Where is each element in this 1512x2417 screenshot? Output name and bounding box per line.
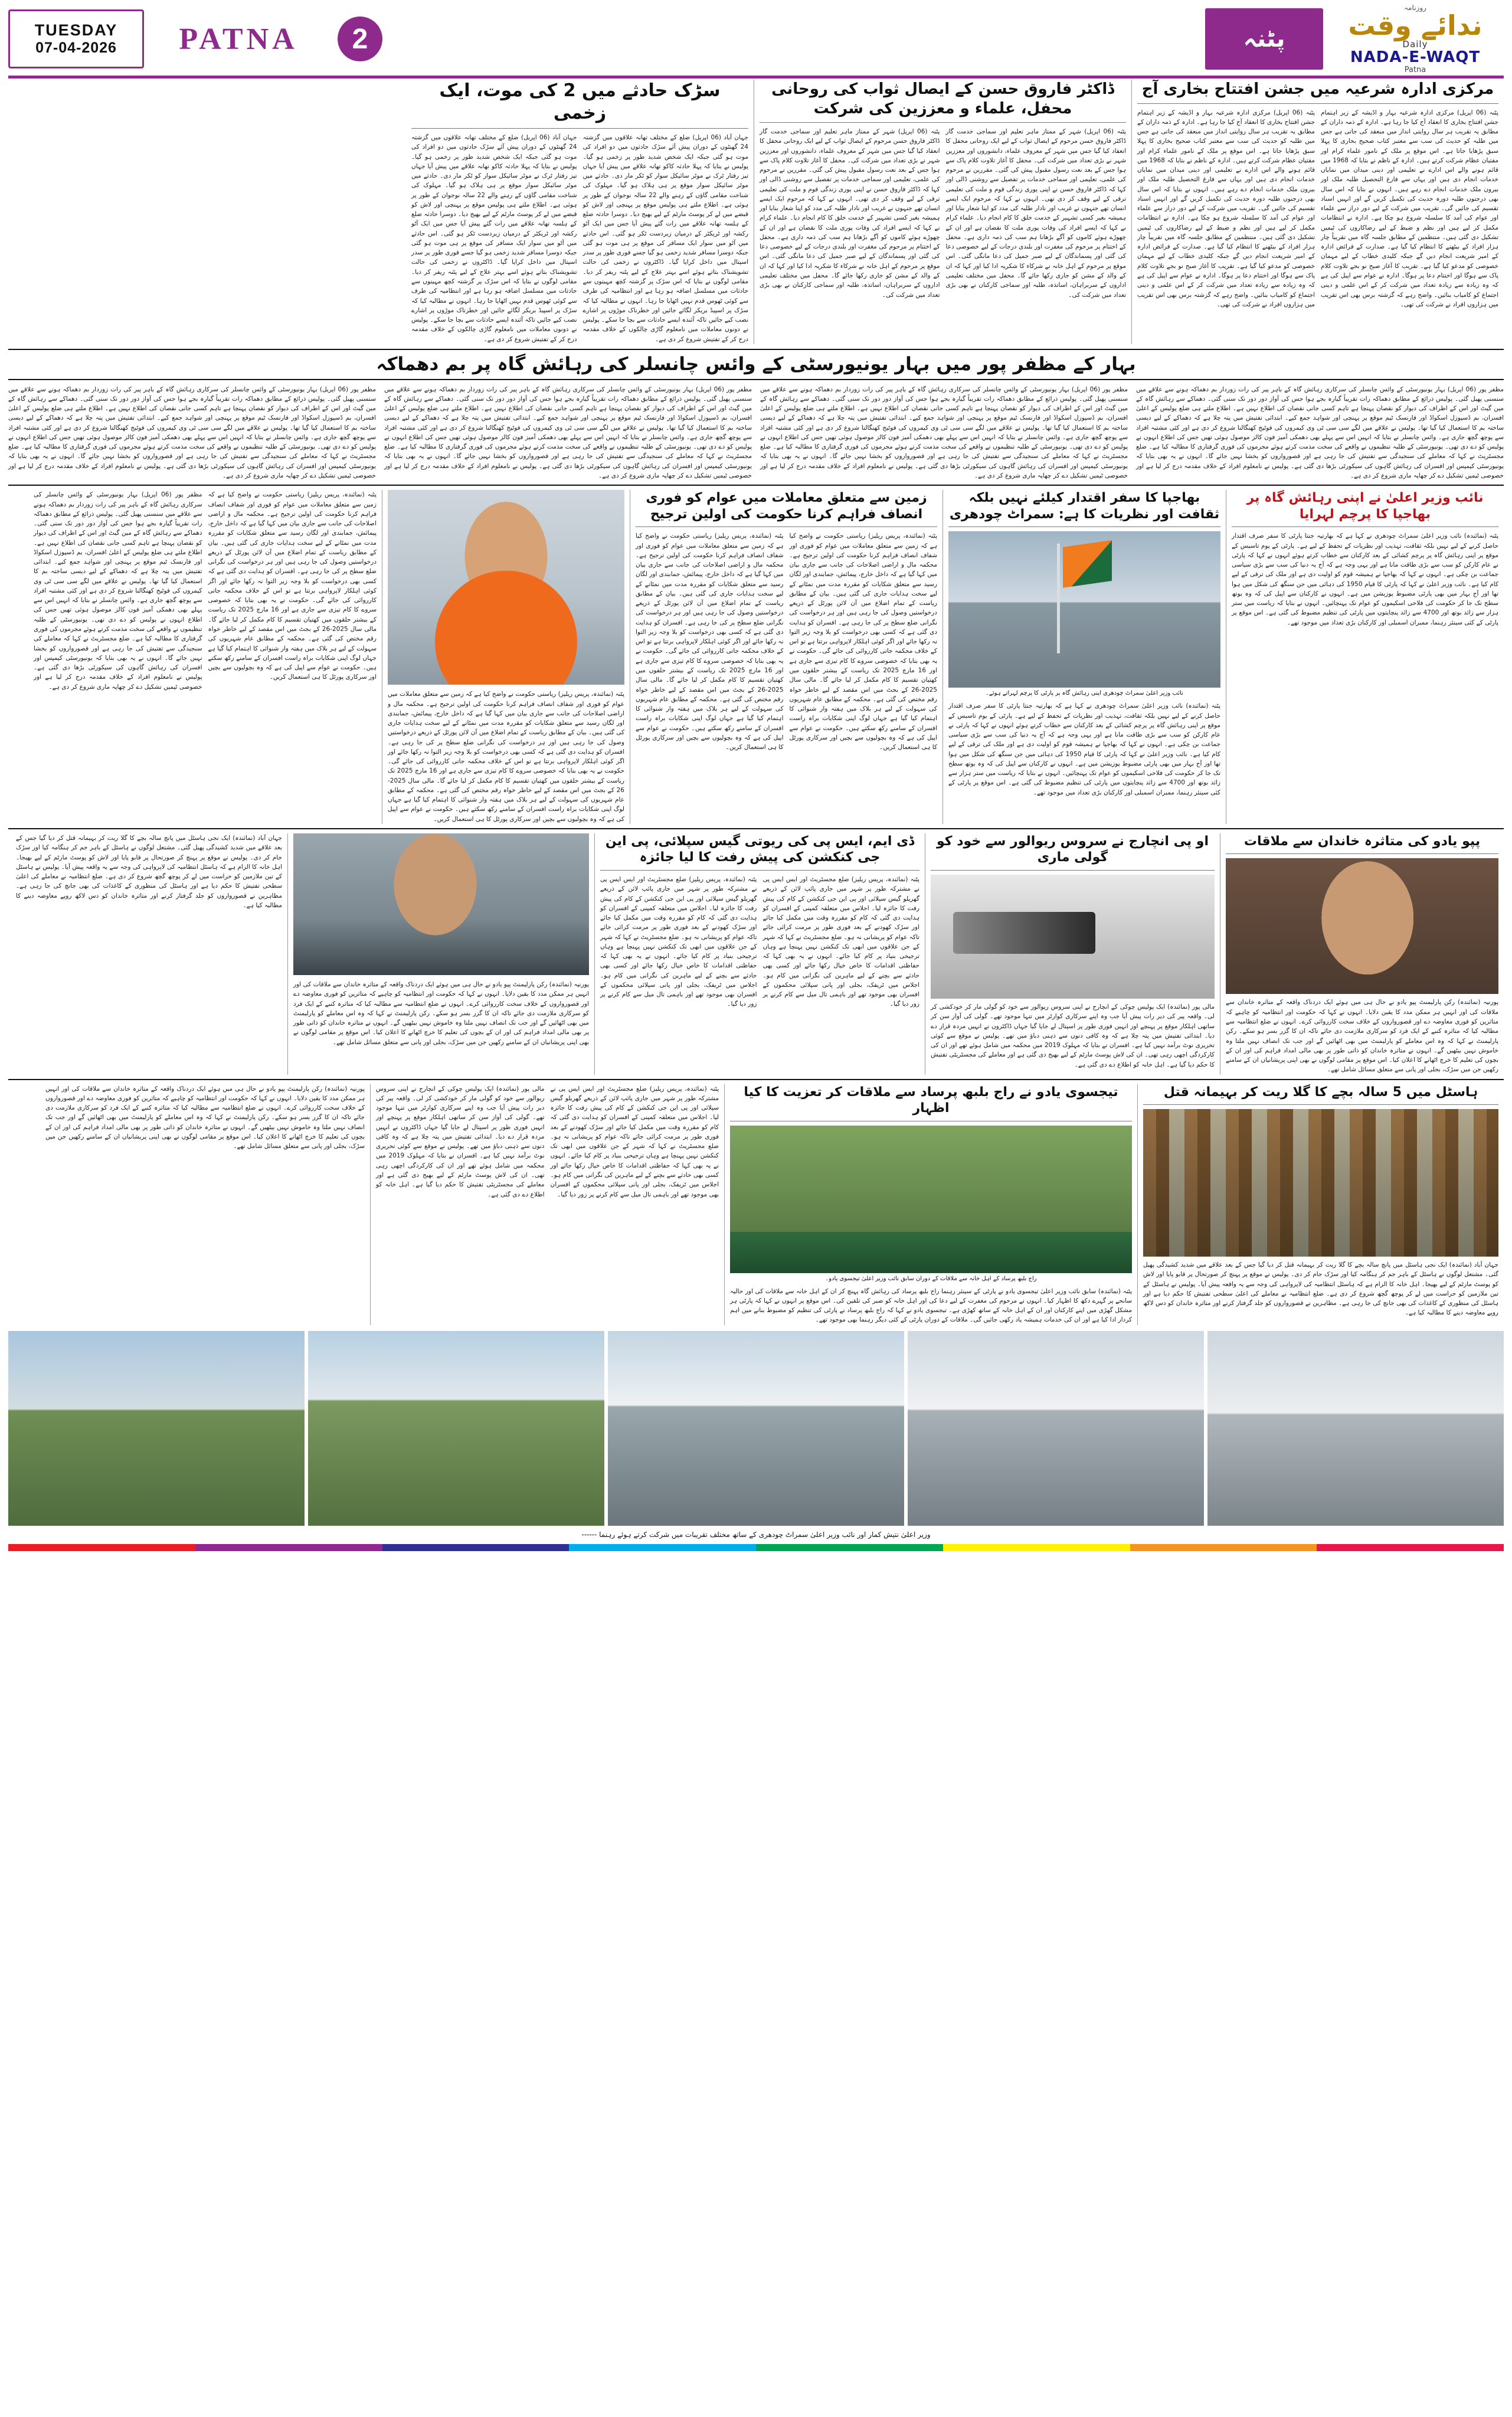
minister-photo-col [382, 490, 630, 824]
body-lower2-b: پٹنہ (نمائندہ، پریس ریلیز) ضلع مجسٹریٹ اور ایس ایس پی نے مشترکہ طور پر شہر میں جاری پائپ لائن کے ذریعے گھریلو گیس سپلائی اور پی این جی کنکشن کے کام کی پیش رفت کا جائزہ لیا۔ اجلاس میں متعلقہ کمپنی کے افسران کو ہدایت دی گئی کہ کام کو مقررہ وقت میں مکمل کیا جائے اور سڑک کھودنے کے بعد فوری طور پر مرمت کرائی جائے تاکہ عوام کو پریشانی نہ ہو۔ ضلع مجسٹریٹ نے کہا کہ شہر کے جن علاقوں میں ابھی تک کنکشن نہیں پہنچا ہے وہاں ترجیحی بنیاد پر کام کیا جائے۔ انہوں نے یہ بھی کہا کہ حفاظتی اقدامات کا خاص خیال رکھا جائے اور کسی بھی حادثے سے بچنے کے لیے ماہرین کی نگرانی میں کام ہو۔ اجلاس میں ٹریفک، بجلی اور پانی سپلائی محکموں کے افسران بھی موجود تھے اور باہمی تال میل سے کام کرنے پر زور دیا گیا۔ [550, 1085, 719, 1198]
headline-bomb-blast: بہار کے مظفر پور میں بہار یونیورسٹی کے وائس چانسلر کی رہائش گاہ پر بم دھماکہ [8, 349, 1504, 380]
masthead-spacer [387, 6, 1202, 72]
newspaper-logo [1327, 3, 1504, 75]
headline-pappu-yadav: پپو یادو کی متاثرہ خاندان سے ملاقات [1243, 833, 1481, 849]
photo-condolence-meeting [730, 1126, 1132, 1273]
body-op-incharge: مالی پور (نمائندہ) ایک پولیس چوکی کے انچارج نے اپنی سروس ریوالور سے خود کو گولی مار کر خودکشی کر لی۔ واقعہ پیر کی دیر رات پیش آیا جب وہ اپنے سرکاری کوارٹر میں تنہا موجود تھے۔ گولی کی آواز سن کر ساتھی اہلکار موقع پر پہنچے اور انہیں فوری طور پر اسپتال لے جایا گیا جہاں ڈاکٹروں نے انہیں مردہ قرار دے دیا۔ ابتدائی تفتیش میں پتہ چلا ہے کہ وہ کافی دنوں سے ذہنی دباؤ میں تھے۔ پولیس نے موقع سے کوئی تحریری نوٹ برآمد نہیں کیا ہے۔ افسران نے بتایا کہ مہلوک 2019 میں محکمہ میں شامل ہوئے تھے اور ان کی کارکردگی اچھی رہی تھی۔ ان کی لاش پوسٹ مارٹم کے لیے بھیج دی گئی ہے اور معاملے کی مجسٹریٹی تفتیش کا حکم دیا گیا ہے۔ اہل خانہ کو اطلاع دے دی گئی ہے۔ [931, 1003, 1215, 1068]
city-name-en: PATNA [179, 22, 298, 56]
masthead [8, 3, 1504, 75]
photo-youth-portrait [293, 833, 589, 975]
city-name-ur: پٹنہ [1205, 8, 1323, 70]
body-tejashwi-condolence: پٹنہ (نمائندہ) سابق نائب وزیر اعلیٰ تیجسوی یادو نے پارٹی کے سینئر رہنما راج بلبھ پرساد کی رہائش گاہ پہنچ کر ان کے اہل خانہ سے ملاقات کی اور حالیہ سانحے پر گہرے دکھ کا اظہار کیا۔ انہوں نے مرحوم کی مغفرت کے لیے دعا کی اور اہل خانہ کو صبر کی تلقین کی۔ اس موقع پر انہوں نے کہا کہ پارٹی ہر مشکل گھڑی میں اپنے کارکنان اور ان کے اہل خانہ کے ساتھ کھڑی ہے۔ تیجسوی یادو نے کہا کہ راج بلبھ پرساد نے پارٹی کی تنظیم کو مضبوط بنانے میں اہم کردار ادا کیا ہے اور ان کی خدمات ہمیشہ یاد رکھی جائیں گی۔ ملاقات کے دوران پارٹی کے کئی دیگر رہنما بھی موجود تھے۔ [730, 1287, 1132, 1324]
headline-samrat-ideology: بھاجپا کا سفر اقتدار کیلئے نہیں بلکہ ثقافت اور نظریات کا ہے: سمراٹ چودھری [949, 490, 1220, 522]
lower-stories-row-2 [8, 1084, 1504, 1325]
photo-rally-1 [8, 1331, 305, 1526]
footer-color-bar [8, 1544, 1504, 1551]
divider-after-bomb [8, 485, 1504, 486]
logo-urdu-title: ندائے وقت [1348, 9, 1482, 41]
photo-protest-crowd [1143, 1109, 1498, 1257]
divider-lower-2 [8, 1079, 1504, 1080]
bottom-photo-strip [8, 1331, 1504, 1526]
body-pappu-yadav: پورنیہ (نمائندہ) رکن پارلیمنٹ پپو یادو نے حال ہی میں ہوئے ایک دردناک واقعہ کے متاثرہ خاندان سے ملاقات کی اور انہیں ہر ممکن مدد کا یقین دلایا۔ انہوں نے کہا کہ حکومت اور انتظامیہ کو چاہیے کہ متاثرین کو فوری معاوضہ دے اور قصورواروں کے خلاف سخت کارروائی کرے۔ انہوں نے ضلع انتظامیہ سے مطالبہ کیا کہ متاثرہ کنبے کے ایک فرد کو سرکاری ملازمت دی جائے تاکہ ان کا گزر بسر ہو سکے۔ رکن پارلیمنٹ نے کہا کہ وہ اس معاملے کو پارلیمنٹ میں بھی اٹھائیں گے اور جب تک انصاف نہیں ملتا وہ خاموش نہیں بیٹھیں گے۔ انہوں نے متاثرہ خاندان کو ذاتی طور پر بھی مالی امداد فراہم کی اور ان کے بچوں کی تعلیم کا خرچ اٹھانے کا اعلان کیا۔ اس موقع پر مقامی لوگوں نے بھی اپنی پریشانیاں ان کے سامنے رکھیں جن میں سڑک، بجلی اور پانی سے متعلق مسائل شامل تھے۔ [1226, 999, 1498, 1074]
lower-overflow-col [11, 833, 288, 1075]
story-pappu-yadav [1220, 833, 1504, 1075]
page-number-badge [333, 6, 387, 72]
body-lower2-c: پورنیہ (نمائندہ) رکن پارلیمنٹ پپو یادو نے حال ہی میں ہوئے ایک دردناک واقعہ کے متاثرہ خاندان سے ملاقات کی اور انہیں ہر ممکن مدد کا یقین دلایا۔ انہوں نے کہا کہ حکومت اور انتظامیہ کو چاہیے کہ متاثرین کو فوری معاوضہ دے اور قصورواروں کے خلاف سخت کارروائی کرے۔ انہوں نے ضلع انتظامیہ سے مطالبہ کیا کہ متاثرہ کنبے کے ایک فرد کو سرکاری ملازمت دی جائے تاکہ ان کا گزر بسر ہو سکے۔ رکن پارلیمنٹ نے کہا کہ وہ اس معاملے کو پارلیمنٹ میں بھی اٹھائیں گے اور جب تک انصاف نہیں ملتا وہ خاموش نہیں بیٹھیں گے۔ انہوں نے متاثرہ خاندان کو ذاتی طور پر بھی مالی امداد فراہم کی اور ان کے بچوں کی تعلیم کا خرچ اٹھانے کا اعلان کیا۔ اس موقع پر مقامی لوگوں نے بھی اپنی پریشانیاں ان کے سامنے رکھیں جن میں سڑک، بجلی اور پانی سے متعلق مسائل شامل تھے۔ [45, 1085, 365, 1150]
headline-faruq-hasan: ڈاکٹر فاروق حسن کے ایصال ثواب کی روحانی محفل، علماء و معززین کی شرکت [771, 80, 1114, 117]
headline-road-accident: سڑک حادثے میں 2 کی موت، ایک زخمی [439, 80, 721, 123]
photo-minister-portrait [388, 490, 624, 685]
headline-land-justice: زمین سے متعلق معاملات میں عوام کو فوری انصاف فراہم کرنا حکومت کی اولین ترجیح [646, 490, 927, 522]
page-number: 2 [338, 17, 382, 61]
body-bomb-blast-a: مظفر پور (06 اپریل) بہار یونیورسٹی کے وائس چانسلر کی سرکاری رہائش گاہ کے باہر پیر کی رات زوردار بم دھماکہ ہونے سے علاقے میں سنسنی پھیل گئی۔ پولیس ذرائع کے مطابق دھماکہ رات تقریباً گیارہ بجے ہوا جس کی آواز دور دور تک سنی گئی۔ دھماکے سے رہائش گاہ کے مین گیٹ اور اس کے اطراف کی دیوار کو نقصان پہنچا ہے تاہم کسی جانی نقصان کی اطلاع نہیں ہے۔ اطلاع ملتے ہی ضلع پولیس کے اعلیٰ افسران، بم ڈسپوزل اسکواڈ اور فارنسک ٹیم موقع پر پہنچی اور شواہد جمع کیے۔ ابتدائی تفتیش میں پتہ چلا ہے کہ دھماکے کے لیے دیسی ساختہ بم کا استعمال کیا گیا تھا۔ پولیس نے علاقے میں لگے سی سی ٹی وی کیمروں کی فوٹیج کھنگالنا شروع کر دی ہے اور کئی مشتبہ افراد سے پوچھ گچھ جاری ہے۔ وائس چانسلر نے بتایا کہ انہیں اس سے پہلے بھی دھمکی آمیز فون کالز موصول ہوئی تھیں جس کی اطلاع انہوں نے پولیس کو دے دی تھی۔ یونیورسٹی کے طلبہ تنظیموں نے واقعے کی سخت مذمت کرتے ہوئے مجرموں کی فوری گرفتاری کا مطالبہ کیا ہے۔ ضلع مجسٹریٹ نے کہا کہ معاملے کی سنجیدگی سے تفتیش کی جا رہی ہے اور قصورواروں کو بخشا نہیں جائے گا۔ انہوں نے یہ بھی بتایا کہ یونیورسٹی کیمپس اور افسران کی رہائش گاہوں کی سیکورٹی بڑھا دی گئی ہے۔ پولیس نے نامعلوم افراد کے خلاف مقدمہ درج کر لیا ہے اور خصوصی ٹیمیں تشکیل دے کر چھاپہ ماری شروع کر دی ہے۔ [384, 385, 752, 479]
story-land-justice-jump [28, 490, 382, 824]
caption-condolence-meeting: راج بلبھ پرساد کے اہل خانہ سے ملاقات کے دوران سابق نائب وزیر اعلیٰ تیجسوی یادو۔ [825, 1275, 1037, 1282]
story-youth-photo-col [288, 833, 595, 1075]
headline-tejashwi-condolence: تیجسوی یادو نے راج بلبھ پرساد سے ملاقات کر تعزیت کا کیا اظہار [744, 1084, 1118, 1116]
photo-rally-3 [608, 1331, 904, 1526]
body-hostel-murder: جہان آباد (نمائندہ) ایک نجی ہاسٹل میں پانچ سالہ بچے کا گلا ریت کر بہیمانہ قتل کر دیا گیا جس کے بعد علاقے میں شدید کشیدگی پھیل گئی۔ مشتعل لوگوں نے ہاسٹل کے باہر جم کر ہنگامہ کیا اور سڑک جام کر دی۔ پولیس نے موقع پر پہنچ کر صورتحال پر قابو پایا اور لاش کو پوسٹ مارٹم کے لیے بھیجا۔ اہل خانہ کا الزام ہے کہ ہاسٹل انتظامیہ کی لاپرواہی کی وجہ سے یہ واقعہ پیش آیا۔ پولیس نے ہاسٹل کے تین ملازمین کو حراست میں لے کر پوچھ گچھ شروع کر دی ہے۔ ضلع انتظامیہ نے معاملے کی اعلیٰ سطحی تفتیش کا حکم دیا ہے اور ہاسٹل کی منظوری کے کاغذات کی بھی جانچ کی جا رہی ہے۔ مظاہرین نے قصورواروں کو جلد گرفتار کرنے اور متاثرہ خاندان کو دس لاکھ روپے معاوضہ دینے کا مطالبہ کیا ہے۔ [1143, 1261, 1498, 1317]
photo-rally-4 [908, 1331, 1204, 1526]
body-land-jump-b: پٹنہ (نمائندہ، پریس ریلیز) ریاستی حکومت نے واضح کیا ہے کہ زمین سے متعلق معاملات میں عوام کو فوری اور شفاف انصاف فراہم کرنا حکومت کی اولین ترجیح ہے۔ محکمہ مال و اراضی اصلاحات کی جانب سے جاری بیان میں کہا گیا ہے کہ داخل خارج، پیمائش، جمابندی اور لگان رسید سے متعلق شکایات کو مقررہ مدت میں نمٹانے کے لیے سخت ہدایات جاری کی گئی ہیں۔ بیان کے مطابق ریاست کے تمام اضلاع میں آن لائن پورٹل کے ذریعے درخواستیں وصول کی جا رہی ہیں اور ہر درخواست کی نگرانی ضلع سطح پر کی جا رہی ہے۔ افسران کو ہدایت دی گئی ہے کہ کسی بھی درخواست کو بلا وجہ زیر التوا نہ رکھا جائے اور اگر کوئی اہلکار لاپرواہی برتتا ہے تو اس کے خلاف محکمہ جاتی کارروائی کی جائے گی۔ حکومت نے یہ بھی بتایا کہ خصوصی سروے کا کام تیزی سے جاری ہے اور 16 مارچ 2025 تک ریاست کے بیشتر حلقوں میں کھتیان تقسیم کا کام مکمل کر لیا جائے گا۔ مالی سال 2025-26 کے بجٹ میں اس مقصد کے لیے خاطر خواہ رقم مختص کی گئی ہے۔ محکمہ کے مطابق عام شہریوں کی سہولت کے لیے ہر بلاک میں ہفتہ وار شنوائی کا اہتمام کیا گیا ہے جہاں لوگ اپنی شکایات براہ راست افسران کے سامنے رکھ سکتے ہیں۔ حکومت نے عوام سے اپیل کی ہے کہ وہ بچولیوں سے بچیں اور سرکاری پورٹل کا ہی استعمال کریں۔ [208, 491, 377, 681]
body-markazi-idara-b: پٹنہ (06 اپریل) مرکزی ادارہ شرعیہ بہار و اڈیشہ کے زیر اہتمام جشن افتتاح بخاری کا انعقاد آج کیا جا رہا ہے۔ ادارہ کے ذمہ داران کے مطابق یہ تقریب ہر سال روایتی انداز میں منعقد کی جاتی ہے جس میں طلبہ کو حدیث کی سب سے معتبر کتاب صحیح بخاری کا پہلا سبق پڑھایا جاتا ہے۔ اس موقع پر ملک کے نامور علماء کرام اور مفتیان عظام شرکت کرتے ہیں۔ ادارہ کے ناظم نے بتایا کہ 1968 میں قائم ہونے والے اس ادارے نے تعلیمی اور دینی میدان میں نمایاں خدمات انجام دی ہیں اور یہاں سے فارغ التحصیل طلبہ ملک اور بیرون ملک خدمات انجام دے رہے ہیں۔ انہوں نے بتایا کہ اس سال بھی درجنوں طلبہ دورہ حدیث کی تکمیل کریں گے اور انہیں اسناد تقسیم کی جائیں گی۔ تقریب میں شرکت کے لیے دور دراز سے علماء اور عوام کی آمد کا سلسلہ شروع ہو چکا ہے۔ ادارہ نے انتظامات مکمل کر لیے ہیں اور نظم و ضبط کے لیے رضاکاروں کی ٹیمیں تشکیل دی گئی ہیں۔ منتظمین کے مطابق جلسہ گاہ میں تقریباً چار ہزار افراد کے بیٹھنے کا انتظام کیا گیا ہے۔ صدارت کے فرائض ادارہ کے امیر شریعت انجام دیں گے جبکہ کلیدی خطاب کے لیے مہمان خصوصی کو مدعو کیا گیا ہے۔ تقریب کا آغاز صبح نو بجے تلاوت کلام پاک سے ہوگا اور اختتام دعا پر ہوگا۔ ادارہ نے عوام سے اپیل کی ہے کہ وہ زیادہ سے زیادہ تعداد میں شرکت کر کے اس علمی و دینی اجتماع کو کامیاب بنائیں۔ واضح رہے کہ گزشتہ برس بھی اس تقریب میں ہزاروں افراد نے شرکت کی تھی۔ [1321, 109, 1498, 308]
masthead-rule [8, 76, 1504, 79]
logo-roznama: روزنامہ [1404, 3, 1426, 12]
top-stories-row [8, 80, 1504, 344]
lower2-overflow-b [40, 1084, 371, 1325]
caption-bottom-strip: وزیر اعلیٰ نتیش کمار اور نائب وزیر اعلیٰ سمراٹ چودھری کے ساتھ مختلف تقریبات میں شرکت کرتے ہوئے رہنما ------ [581, 1530, 931, 1539]
story-tejashwi-condolence [725, 1084, 1138, 1325]
story-road-accident [406, 80, 754, 344]
photo-flag-hoisting [948, 531, 1220, 688]
caption-flag-hoisting: نائب وزیر اعلیٰ سمراٹ چودھری اپنی رہائش گاہ پر پارٹی کا پرچم لہراتے ہوئے۔ [986, 690, 1183, 697]
headline-hostel-murder: ہاسٹل میں 5 سالہ بچے کا گلا ریت کر بہیمانہ قتل [1163, 1084, 1478, 1100]
divider-after-mid [8, 828, 1504, 829]
story-bjp-flag [1226, 490, 1504, 824]
date-label: 07-04-2026 [35, 40, 117, 56]
story-markazi-idara [1132, 80, 1504, 344]
photo-revolver [931, 875, 1215, 999]
body-bjp-flag: پٹنہ (نمائندہ) نائب وزیر اعلیٰ سمراٹ چودھری نے کہا ہے کہ بھارتیہ جنتا پارٹی کا سفر صرف اقتدار حاصل کرنے کے لیے نہیں بلکہ ثقافت، تہذیب اور نظریات کے تحفظ کے لیے ہے۔ پارٹی کے یوم تاسیس کے موقع پر اپنی رہائش گاہ پر پرچم کشائی کے بعد کارکنان سے خطاب کرتے ہوئے انہوں نے کہا کہ پارٹی نے عام کارکن کو سب سے بڑی طاقت مانا ہے اور یہی وجہ ہے کہ آج یہ دنیا کی سب سے بڑی سیاسی جماعت بن چکی ہے۔ انہوں نے کہا کہ بھاجپا نے ہمیشہ قوم کو اولیت دی ہے اور ملک کی ترقی کے لیے کام کیا ہے۔ نائب وزیر اعلیٰ نے کہا کہ پارٹی کا قیام 1950 کی دہائی میں جن سنگھ کی شکل میں ہوا تھا اور آج بہار میں بھی پارٹی مضبوط پوزیشن میں ہے۔ انہوں نے کارکنان سے اپیل کی کہ وہ بوتھ سطح تک جا کر حکومت کی فلاحی اسکیموں کو عوام تک پہنچائیں۔ انہوں نے بتایا کہ ریاست میں ستر ہزار سے زائد بوتھ اور 4700 سے زائد پنچایتوں میں پارٹی کی تنظیم مضبوط کی گئی ہے۔ اس موقع پر پارٹی کے کئی سینئر رہنما، ممبران اسمبلی اور کارکنان بڑی تعداد میں موجود تھے۔ [1232, 532, 1498, 626]
body-faruq-hasan-a: پٹنہ (06 اپریل) شہر کے ممتاز ماہر تعلیم اور سماجی خدمت گار ڈاکٹر فاروق حسن مرحوم کے ایصال ثواب کے لیے ایک روحانی محفل کا انعقاد کیا گیا جس میں شہر کے معروف علماء، دانشوروں اور معززین شہر نے بڑی تعداد میں شرکت کی۔ محفل کا آغاز تلاوت کلام پاک سے ہوا جس کے بعد نعت رسول مقبول پیش کی گئی۔ مقررین نے مرحوم کی علمی، تعلیمی اور سماجی خدمات پر تفصیل سے روشنی ڈالی اور کہا کہ ڈاکٹر فاروق حسن نے اپنی پوری زندگی قوم و ملت کی تعلیمی ترقی کے لیے وقف کر دی تھی۔ انہوں نے کہا کہ مرحوم ایک ایسے انسان تھے جنہوں نے غریب اور نادار طلبہ کی مدد کو اپنا شعار بنایا اور ہمیشہ بغیر کسی تشہیر کے خدمت خلق کا کام انجام دیا۔ علماء کرام نے کہا کہ ایسے افراد کی وفات پوری ملت کا نقصان ہے اور ان کے چھوڑے ہوئے کاموں کو آگے بڑھانا ہم سب کی ذمہ داری ہے۔ محفل کے اختتام پر مرحوم کی مغفرت اور بلندی درجات کے لیے خصوصی دعا کی گئی اور پسماندگان کے لیے صبر جمیل کی دعا مانگی گئی۔ اس موقع پر مرحوم کے اہل خانہ نے شرکاء کا شکریہ ادا کیا اور کہا کہ ان کے والد کے مشن کو جاری رکھا جائے گا۔ محفل میں مختلف تعلیمی اداروں کے سربراہان، اساتذہ، طلبہ اور سماجی کارکنان نے بھی بڑی تعداد میں شرکت کی۔ [760, 128, 940, 299]
body-road-accident-b: جہان آباد (06 اپریل) ضلع کے مختلف تھانہ علاقوں میں گزشتہ 24 گھنٹوں کے دوران پیش آئے سڑک حادثوں میں دو افراد کی موت ہو گئی جبکہ ایک شخص شدید طور پر زخمی ہو گیا۔ پولیس نے بتایا کہ پہلا حادثہ کاکو تھانہ علاقے میں پیش آیا جہاں تیز رفتار ٹرک نے موٹر سائیکل سوار کو ٹکر مار دی۔ حادثے میں موٹر سائیکل سوار موقع پر ہی ہلاک ہو گیا۔ مہلوک کی شناخت مقامی گاؤں کے رہنے والے 22 سالہ نوجوان کے طور پر ہوئی ہے۔ اطلاع ملتے ہی پولیس موقع پر پہنچی اور لاش کو قبضے میں لے کر پوسٹ مارٹم کے لیے بھیج دیا۔ دوسرا حادثہ ضلع کے ہلسہ تھانہ علاقے میں رات گئے پیش آیا جس میں ایک آٹو رکشہ اور ٹریکٹر کے درمیان زبردست ٹکر ہو گئی۔ اس حادثے میں آٹو میں سوار ایک مسافر کی موقع پر ہی موت ہو گئی جبکہ دوسرا مسافر شدید زخمی ہو گیا جسے فوری طور پر سدر اسپتال میں داخل کرایا گیا۔ ڈاکٹروں نے زخمی کی حالت تشویشناک بتاتے ہوئے اسے بہتر علاج کے لیے پٹنہ ریفر کر دیا۔ مقامی لوگوں نے بتایا کہ اس سڑک پر گزشتہ کچھ مہینوں سے حادثات میں مسلسل اضافہ ہو رہا ہے اور انتظامیہ کی طرف سے کوئی ٹھوس قدم نہیں اٹھایا جا رہا۔ انہوں نے مطالبہ کیا کہ سڑک پر اسپیڈ بریکر لگائے جائیں اور خطرناک موڑوں پر اشارے نصب کیے جائیں تاکہ آئندہ ایسے حادثات سے بچا جا سکے۔ پولیس نے دونوں معاملات میں نامعلوم گاڑی چالکوں کے خلاف مقدمہ درج کر کے تفتیش شروع کر دی ہے۔ [582, 134, 748, 343]
logo-city-label: Patna [1404, 66, 1426, 75]
body-minister-extra: پٹنہ (نمائندہ، پریس ریلیز) ریاستی حکومت نے واضح کیا ہے کہ زمین سے متعلق معاملات میں عوام کو فوری اور شفاف انصاف فراہم کرنا حکومت کی اولین ترجیح ہے۔ محکمہ مال و اراضی اصلاحات کی جانب سے جاری بیان میں کہا گیا ہے کہ داخل خارج، پیمائش، جمابندی اور لگان رسید سے متعلق شکایات کو مقررہ مدت میں نمٹانے کے لیے سخت ہدایات جاری کی گئی ہیں۔ بیان کے مطابق ریاست کے تمام اضلاع میں آن لائن پورٹل کے ذریعے درخواستیں وصول کی جا رہی ہیں اور ہر درخواست کی نگرانی ضلع سطح پر کی جا رہی ہے۔ افسران کو ہدایت دی گئی ہے کہ کسی بھی درخواست کو بلا وجہ زیر التوا نہ رکھا جائے اور اگر کوئی اہلکار لاپرواہی برتتا ہے تو اس کے خلاف محکمہ جاتی کارروائی کی جائے گی۔ حکومت نے یہ بھی بتایا کہ خصوصی سروے کا کام تیزی سے جاری ہے اور 16 مارچ 2025 تک ریاست کے بیشتر حلقوں میں کھتیان تقسیم کا کام مکمل کر لیا جائے گا۔ مالی سال 2025-26 کے بجٹ میں اس مقصد کے لیے خاطر خواہ رقم مختص کی گئی ہے۔ محکمہ کے مطابق عام شہریوں کی سہولت کے لیے ہر بلاک میں ہفتہ وار شنوائی کا اہتمام کیا گیا ہے جہاں لوگ اپنی شکایات براہ راست افسران کے سامنے رکھ سکتے ہیں۔ حکومت نے عوام سے اپیل کی ہے کہ وہ بچولیوں سے بچیں اور سرکاری پورٹل کا ہی استعمال کریں۔ [388, 691, 624, 823]
body-dm-sp-gas-a: پٹنہ (نمائندہ، پریس ریلیز) ضلع مجسٹریٹ اور ایس ایس پی نے مشترکہ طور پر شہر میں جاری پائپ لائن کے ذریعے گھریلو گیس سپلائی اور پی این جی کنکشن کے کام کی پیش رفت کا جائزہ لیا۔ اجلاس میں متعلقہ کمپنی کے افسران کو ہدایت دی گئی کہ کام کو مقررہ وقت میں مکمل کیا جائے اور سڑک کھودنے کے بعد فوری طور پر مرمت کرائی جائے تاکہ عوام کو پریشانی نہ ہو۔ ضلع مجسٹریٹ نے کہا کہ شہر کے جن علاقوں میں ابھی تک کنکشن نہیں پہنچا ہے وہاں ترجیحی بنیاد پر کام کیا جائے۔ انہوں نے یہ بھی کہا کہ حفاظتی اقدامات کا خاص خیال رکھا جائے اور کسی بھی حادثے سے بچنے کے لیے ماہرین کی نگرانی میں کام ہو۔ اجلاس میں ٹریفک، بجلی اور پانی سپلائی محکموں کے افسران بھی موجود تھے اور باہمی تال میل سے کام کرنے پر زور دیا گیا۔ [600, 875, 757, 1008]
day-label: TUESDAY [34, 21, 118, 39]
body-bomb-blast-c: مظفر پور (06 اپریل) بہار یونیورسٹی کے وائس چانسلر کی سرکاری رہائش گاہ کے باہر پیر کی رات زوردار بم دھماکہ ہونے سے علاقے میں سنسنی پھیل گئی۔ پولیس ذرائع کے مطابق دھماکہ رات تقریباً گیارہ بجے ہوا جس کی آواز دور دور تک سنی گئی۔ دھماکے سے رہائش گاہ کے مین گیٹ اور اس کے اطراف کی دیوار کو نقصان پہنچا ہے تاہم کسی جانی نقصان کی اطلاع نہیں ہے۔ اطلاع ملتے ہی ضلع پولیس کے اعلیٰ افسران، بم ڈسپوزل اسکواڈ اور فارنسک ٹیم موقع پر پہنچی اور شواہد جمع کیے۔ ابتدائی تفتیش میں پتہ چلا ہے کہ دھماکے کے لیے دیسی ساختہ بم کا استعمال کیا گیا تھا۔ پولیس نے علاقے میں لگے سی سی ٹی وی کیمروں کی فوٹیج کھنگالنا شروع کر دی ہے اور کئی مشتبہ افراد سے پوچھ گچھ جاری ہے۔ وائس چانسلر نے بتایا کہ انہیں اس سے پہلے بھی دھمکی آمیز فون کالز موصول ہوئی تھیں جس کی اطلاع انہوں نے پولیس کو دے دی تھی۔ یونیورسٹی کے طلبہ تنظیموں نے واقعے کی سخت مذمت کرتے ہوئے مجرموں کی فوری گرفتاری کا مطالبہ کیا ہے۔ ضلع مجسٹریٹ نے کہا کہ معاملے کی سنجیدگی سے تفتیش کی جا رہی ہے اور قصورواروں کو بخشا نہیں جائے گا۔ انہوں نے یہ بھی بتایا کہ یونیورسٹی کیمپس اور افسران کی رہائش گاہوں کی سیکورٹی بڑھا دی گئی ہے۔ پولیس نے نامعلوم افراد کے خلاف مقدمہ درج کر لیا ہے اور خصوصی ٹیمیں تشکیل دے کر چھاپہ ماری شروع کر دی ہے۔ [1136, 385, 1504, 479]
story-samrat-photo-col [943, 490, 1226, 824]
body-bomb-blast-d: مظفر پور (06 اپریل) بہار یونیورسٹی کے وائس چانسلر کی سرکاری رہائش گاہ کے باہر پیر کی رات زوردار بم دھماکہ ہونے سے علاقے میں سنسنی پھیل گئی۔ پولیس ذرائع کے مطابق دھماکہ رات تقریباً گیارہ بجے ہوا جس کی آواز دور دور تک سنی گئی۔ دھماکے سے رہائش گاہ کے مین گیٹ اور اس کے اطراف کی دیوار کو نقصان پہنچا ہے تاہم کسی جانی نقصان کی اطلاع نہیں ہے۔ اطلاع ملتے ہی ضلع پولیس کے اعلیٰ افسران، بم ڈسپوزل اسکواڈ اور فارنسک ٹیم موقع پر پہنچی اور شواہد جمع کیے۔ ابتدائی تفتیش میں پتہ چلا ہے کہ دھماکے کے لیے دیسی ساختہ بم کا استعمال کیا گیا تھا۔ پولیس نے علاقے میں لگے سی سی ٹی وی کیمروں کی فوٹیج کھنگالنا شروع کر دی ہے اور کئی مشتبہ افراد سے پوچھ گچھ جاری ہے۔ وائس چانسلر نے بتایا کہ انہیں اس سے پہلے بھی دھمکی آمیز فون کالز موصول ہوئی تھیں جس کی اطلاع انہوں نے پولیس کو دے دی تھی۔ یونیورسٹی کے طلبہ تنظیموں نے واقعے کی سخت مذمت کرتے ہوئے مجرموں کی فوری گرفتاری کا مطالبہ کیا ہے۔ ضلع مجسٹریٹ نے کہا کہ معاملے کی سنجیدگی سے تفتیش کی جا رہی ہے اور قصورواروں کو بخشا نہیں جائے گا۔ انہوں نے یہ بھی بتایا کہ یونیورسٹی کیمپس اور افسران کی رہائش گاہوں کی سیکورٹی بڑھا دی گئی ہے۔ پولیس نے نامعلوم افراد کے خلاف مقدمہ درج کر لیا ہے اور خصوصی ٹیمیں تشکیل دے کر چھاپہ ماری شروع کر دی ہے۔ [8, 385, 376, 479]
body-land-justice-a: پٹنہ (نمائندہ، پریس ریلیز) ریاستی حکومت نے واضح کیا ہے کہ زمین سے متعلق معاملات میں عوام کو فوری اور شفاف انصاف فراہم کرنا حکومت کی اولین ترجیح ہے۔ محکمہ مال و اراضی اصلاحات کی جانب سے جاری بیان میں کہا گیا ہے کہ داخل خارج، پیمائش، جمابندی اور لگان رسید سے متعلق شکایات کو مقررہ مدت میں نمٹانے کے لیے سخت ہدایات جاری کی گئی ہیں۔ بیان کے مطابق ریاست کے تمام اضلاع میں آن لائن پورٹل کے ذریعے درخواستیں وصول کی جا رہی ہیں اور ہر درخواست کی نگرانی ضلع سطح پر کی جا رہی ہے۔ افسران کو ہدایت دی گئی ہے کہ کسی بھی درخواست کو بلا وجہ زیر التوا نہ رکھا جائے اور اگر کوئی اہلکار لاپرواہی برتتا ہے تو اس کے خلاف محکمہ جاتی کارروائی کی جائے گی۔ حکومت نے یہ بھی بتایا کہ خصوصی سروے کا کام تیزی سے جاری ہے اور 16 مارچ 2025 تک ریاست کے بیشتر حلقوں میں کھتیان تقسیم کا کام مکمل کر لیا جائے گا۔ مالی سال 2025-26 کے بجٹ میں اس مقصد کے لیے خاطر خواہ رقم مختص کی گئی ہے۔ محکمہ کے مطابق عام شہریوں کی سہولت کے لیے ہر بلاک میں ہفتہ وار شنوائی کا اہتمام کیا گیا ہے جہاں لوگ اپنی شکایات براہ راست افسران کے سامنے رکھ سکتے ہیں۔ حکومت نے عوام سے اپیل کی ہے کہ وہ بچولیوں سے بچیں اور سرکاری پورٹل کا ہی استعمال کریں۔ [636, 532, 784, 751]
headline-op-incharge: او پی انچارج نے سروس ریوالور سے خود کو گولی ماری [937, 833, 1209, 865]
logo-daily-label: Daily [1402, 38, 1428, 50]
body-bomb-blast-b: مظفر پور (06 اپریل) بہار یونیورسٹی کے وائس چانسلر کی سرکاری رہائش گاہ کے باہر پیر کی رات زوردار بم دھماکہ ہونے سے علاقے میں سنسنی پھیل گئی۔ پولیس ذرائع کے مطابق دھماکہ رات تقریباً گیارہ بجے ہوا جس کی آواز دور دور تک سنی گئی۔ دھماکے سے رہائش گاہ کے مین گیٹ اور اس کے اطراف کی دیوار کو نقصان پہنچا ہے تاہم کسی جانی نقصان کی اطلاع نہیں ہے۔ اطلاع ملتے ہی ضلع پولیس کے اعلیٰ افسران، بم ڈسپوزل اسکواڈ اور فارنسک ٹیم موقع پر پہنچی اور شواہد جمع کیے۔ ابتدائی تفتیش میں پتہ چلا ہے کہ دھماکے کے لیے دیسی ساختہ بم کا استعمال کیا گیا تھا۔ پولیس نے علاقے میں لگے سی سی ٹی وی کیمروں کی فوٹیج کھنگالنا شروع کر دی ہے اور کئی مشتبہ افراد سے پوچھ گچھ جاری ہے۔ وائس چانسلر نے بتایا کہ انہیں اس سے پہلے بھی دھمکی آمیز فون کالز موصول ہوئی تھیں جس کی اطلاع انہوں نے پولیس کو دے دی تھی۔ یونیورسٹی کے طلبہ تنظیموں نے واقعے کی سخت مذمت کرتے ہوئے مجرموں کی فوری گرفتاری کا مطالبہ کیا ہے۔ ضلع مجسٹریٹ نے کہا کہ معاملے کی سنجیدگی سے تفتیش کی جا رہی ہے اور قصورواروں کو بخشا نہیں جائے گا۔ انہوں نے یہ بھی بتایا کہ یونیورسٹی کیمپس اور افسران کی رہائش گاہوں کی سیکورٹی بڑھا دی گئی ہے۔ پولیس نے نامعلوم افراد کے خلاف مقدمہ درج کر لیا ہے اور خصوصی ٹیمیں تشکیل دے کر چھاپہ ماری شروع کر دی ہے۔ [760, 385, 1128, 479]
body-bomb-blast-row [8, 385, 1504, 481]
lower-stories-row [8, 833, 1504, 1075]
story-op-incharge [925, 833, 1220, 1075]
body-markazi-idara-a: پٹنہ (06 اپریل) مرکزی ادارہ شرعیہ بہار و اڈیشہ کے زیر اہتمام جشن افتتاح بخاری کا انعقاد آج کیا جا رہا ہے۔ ادارہ کے ذمہ داران کے مطابق یہ تقریب ہر سال روایتی انداز میں منعقد کی جاتی ہے جس میں طلبہ کو حدیث کی سب سے معتبر کتاب صحیح بخاری کا پہلا سبق پڑھایا جاتا ہے۔ اس موقع پر ملک کے نامور علماء کرام اور مفتیان عظام شرکت کرتے ہیں۔ ادارہ کے ناظم نے بتایا کہ 1968 میں قائم ہونے والے اس ادارے نے تعلیمی اور دینی میدان میں نمایاں خدمات انجام دی ہیں اور یہاں سے فارغ التحصیل طلبہ ملک اور بیرون ملک خدمات انجام دے رہے ہیں۔ انہوں نے بتایا کہ اس سال بھی درجنوں طلبہ دورہ حدیث کی تکمیل کریں گے اور انہیں اسناد تقسیم کی جائیں گی۔ تقریب میں شرکت کے لیے دور دراز سے علماء اور عوام کی آمد کا سلسلہ شروع ہو چکا ہے۔ ادارہ نے انتظامات مکمل کر لیے ہیں اور نظم و ضبط کے لیے رضاکاروں کی ٹیمیں تشکیل دی گئی ہیں۔ منتظمین کے مطابق جلسہ گاہ میں تقریباً چار ہزار افراد کے بیٹھنے کا انتظام کیا گیا ہے۔ صدارت کے فرائض ادارہ کے امیر شریعت انجام دیں گے جبکہ کلیدی خطاب کے لیے مہمان خصوصی کو مدعو کیا گیا ہے۔ تقریب کا آغاز صبح نو بجے تلاوت کلام پاک سے ہوگا اور اختتام دعا پر ہوگا۔ ادارہ نے عوام سے اپیل کی ہے کہ وہ زیادہ سے زیادہ تعداد میں شرکت کر کے اس علمی و دینی اجتماع کو کامیاب بنائیں۔ واضح رہے کہ گزشتہ برس بھی اس تقریب میں ہزاروں افراد نے شرکت کی تھی۔ [1137, 109, 1315, 308]
story-land-justice-text [630, 490, 943, 824]
story-faruq-hasan [754, 80, 1132, 344]
body-land-jump-a: مظفر پور (06 اپریل) بہار یونیورسٹی کے وائس چانسلر کی سرکاری رہائش گاہ کے باہر پیر کی رات زوردار بم دھماکہ ہونے سے علاقے میں سنسنی پھیل گئی۔ پولیس ذرائع کے مطابق دھماکہ رات تقریباً گیارہ بجے ہوا جس کی آواز دور دور تک سنی گئی۔ دھماکے سے رہائش گاہ کے مین گیٹ اور اس کے اطراف کی دیوار کو نقصان پہنچا ہے تاہم کسی جانی نقصان کی اطلاع نہیں ہے۔ اطلاع ملتے ہی ضلع پولیس کے اعلیٰ افسران، بم ڈسپوزل اسکواڈ اور فارنسک ٹیم موقع پر پہنچی اور شواہد جمع کیے۔ ابتدائی تفتیش میں پتہ چلا ہے کہ دھماکے کے لیے دیسی ساختہ بم کا استعمال کیا گیا تھا۔ پولیس نے علاقے میں لگے سی سی ٹی وی کیمروں کی فوٹیج کھنگالنا شروع کر دی ہے اور کئی مشتبہ افراد سے پوچھ گچھ جاری ہے۔ وائس چانسلر نے بتایا کہ انہیں اس سے پہلے بھی دھمکی آمیز فون کالز موصول ہوئی تھیں جس کی اطلاع انہوں نے پولیس کو دے دی تھی۔ یونیورسٹی کے طلبہ تنظیموں نے واقعے کی سخت مذمت کرتے ہوئے مجرموں کی فوری گرفتاری کا مطالبہ کیا ہے۔ ضلع مجسٹریٹ نے کہا کہ معاملے کی سنجیدگی سے تفتیش کی جا رہی ہے اور قصورواروں کو بخشا نہیں جائے گا۔ انہوں نے یہ بھی بتایا کہ یونیورسٹی کیمپس اور افسران کی رہائش گاہوں کی سیکورٹی بڑھا دی گئی ہے۔ پولیس نے نامعلوم افراد کے خلاف مقدمہ درج کر لیا ہے اور خصوصی ٹیمیں تشکیل دے کر چھاپہ ماری شروع کر دی ہے۔ [34, 491, 202, 691]
lower2-overflow-a [371, 1084, 725, 1325]
photo-rally-2 [308, 1331, 604, 1526]
story-dm-sp-gas [595, 833, 925, 1075]
body-samrat-ideology: پٹنہ (نمائندہ) نائب وزیر اعلیٰ سمراٹ چودھری نے کہا ہے کہ بھارتیہ جنتا پارٹی کا سفر صرف اقتدار حاصل کرنے کے لیے نہیں بلکہ ثقافت، تہذیب اور نظریات کے تحفظ کے لیے ہے۔ پارٹی کے یوم تاسیس کے موقع پر اپنی رہائش گاہ پر پرچم کشائی کے بعد کارکنان سے خطاب کرتے ہوئے انہوں نے کہا کہ پارٹی نے عام کارکن کو سب سے بڑی طاقت مانا ہے اور یہی وجہ ہے کہ آج یہ دنیا کی سب سے بڑی سیاسی جماعت بن چکی ہے۔ انہوں نے کہا کہ بھاجپا نے ہمیشہ قوم کو اولیت دی ہے اور ملک کی ترقی کے لیے کام کیا ہے۔ نائب وزیر اعلیٰ نے کہا کہ پارٹی کا قیام 1950 کی دہائی میں جن سنگھ کی شکل میں ہوا تھا اور آج بہار میں بھی پارٹی مضبوط پوزیشن میں ہے۔ انہوں نے کارکنان سے اپیل کی کہ وہ بوتھ سطح تک جا کر حکومت کی فلاحی اسکیموں کو عوام تک پہنچائیں۔ انہوں نے بتایا کہ ریاست میں ستر ہزار سے زائد بوتھ اور 4700 سے زائد پنچایتوں میں پارٹی کی تنظیم مضبوط کی گئی ہے۔ اس موقع پر پارٹی کے کئی سینئر رہنما، ممبران اسمبلی اور کارکنان بڑی تعداد میں موجود تھے۔ [948, 702, 1220, 796]
body-land-justice-b: پٹنہ (نمائندہ، پریس ریلیز) ریاستی حکومت نے واضح کیا ہے کہ زمین سے متعلق معاملات میں عوام کو فوری اور شفاف انصاف فراہم کرنا حکومت کی اولین ترجیح ہے۔ محکمہ مال و اراضی اصلاحات کی جانب سے جاری بیان میں کہا گیا ہے کہ داخل خارج، پیمائش، جمابندی اور لگان رسید سے متعلق شکایات کو مقررہ مدت میں نمٹانے کے لیے سخت ہدایات جاری کی گئی ہیں۔ بیان کے مطابق ریاست کے تمام اضلاع میں آن لائن پورٹل کے ذریعے درخواستیں وصول کی جا رہی ہیں اور ہر درخواست کی نگرانی ضلع سطح پر کی جا رہی ہے۔ افسران کو ہدایت دی گئی ہے کہ کسی بھی درخواست کو بلا وجہ زیر التوا نہ رکھا جائے اور اگر کوئی اہلکار لاپرواہی برتتا ہے تو اس کے خلاف محکمہ جاتی کارروائی کی جائے گی۔ حکومت نے یہ بھی بتایا کہ خصوصی سروے کا کام تیزی سے جاری ہے اور 16 مارچ 2025 تک ریاست کے بیشتر حلقوں میں کھتیان تقسیم کا کام مکمل کر لیا جائے گا۔ مالی سال 2025-26 کے بجٹ میں اس مقصد کے لیے خاطر خواہ رقم مختص کی گئی ہے۔ محکمہ کے مطابق عام شہریوں کی سہولت کے لیے ہر بلاک میں ہفتہ وار شنوائی کا اہتمام کیا گیا ہے جہاں لوگ اپنی شکایات براہ راست افسران کے سامنے رکھ سکتے ہیں۔ حکومت نے عوام سے اپیل کی ہے کہ وہ بچولیوں سے بچیں اور سرکاری پورٹل کا ہی استعمال کریں۔ [789, 532, 937, 751]
mid-stories-row [8, 490, 1504, 824]
headline-bjp-flag: نائب وزیر اعلیٰ نے اپنی رہائش گاہ پر بھاجپا کا پرچم لہرایا [1246, 490, 1484, 522]
body-dm-sp-gas-b: پٹنہ (نمائندہ، پریس ریلیز) ضلع مجسٹریٹ اور ایس ایس پی نے مشترکہ طور پر شہر میں جاری پائپ لائن کے ذریعے گھریلو گیس سپلائی اور پی این جی کنکشن کے کام کی پیش رفت کا جائزہ لیا۔ اجلاس میں متعلقہ کمپنی کے افسران کو ہدایت دی گئی کہ کام کو مقررہ وقت میں مکمل کیا جائے اور سڑک کھودنے کے بعد فوری طور پر مرمت کرائی جائے تاکہ عوام کو پریشانی نہ ہو۔ ضلع مجسٹریٹ نے کہا کہ شہر کے جن علاقوں میں ابھی تک کنکشن نہیں پہنچا ہے وہاں ترجیحی بنیاد پر کام کیا جائے۔ انہوں نے یہ بھی کہا کہ حفاظتی اقدامات کا خاص خیال رکھا جائے اور کسی بھی حادثے سے بچنے کے لیے ماہرین کی نگرانی میں کام ہو۔ اجلاس میں ٹریفک، بجلی اور پانی سپلائی محکموں کے افسران بھی موجود تھے اور باہمی تال میل سے کام کرنے پر زور دیا گیا۔ [762, 875, 919, 1008]
headline-markazi-idara: مرکزی ادارہ شرعیہ میں جشن افتتاح بخاری آج [1141, 80, 1494, 98]
body-faruq-hasan-b: پٹنہ (06 اپریل) شہر کے ممتاز ماہر تعلیم اور سماجی خدمت گار ڈاکٹر فاروق حسن مرحوم کے ایصال ثواب کے لیے ایک روحانی محفل کا انعقاد کیا گیا جس میں شہر کے معروف علماء، دانشوروں اور معززین شہر نے بڑی تعداد میں شرکت کی۔ محفل کا آغاز تلاوت کلام پاک سے ہوا جس کے بعد نعت رسول مقبول پیش کی گئی۔ مقررین نے مرحوم کی علمی، تعلیمی اور سماجی خدمات پر تفصیل سے روشنی ڈالی اور کہا کہ ڈاکٹر فاروق حسن نے اپنی پوری زندگی قوم و ملت کی تعلیمی ترقی کے لیے وقف کر دی تھی۔ انہوں نے کہا کہ مرحوم ایک ایسے انسان تھے جنہوں نے غریب اور نادار طلبہ کی مدد کو اپنا شعار بنایا اور ہمیشہ بغیر کسی تشہیر کے خدمت خلق کا کام انجام دیا۔ علماء کرام نے کہا کہ ایسے افراد کی وفات پوری ملت کا نقصان ہے اور ان کے چھوڑے ہوئے کاموں کو آگے بڑھانا ہم سب کی ذمہ داری ہے۔ محفل کے اختتام پر مرحوم کی مغفرت اور بلندی درجات کے لیے خصوصی دعا کی گئی اور پسماندگان کے لیے صبر جمیل کی دعا مانگی گئی۔ اس موقع پر مرحوم کے اہل خانہ نے شرکاء کا شکریہ ادا کیا اور کہا کہ ان کے والد کے مشن کو جاری رکھا جائے گا۔ محفل میں مختلف تعلیمی اداروں کے سربراہان، اساتذہ، طلبہ اور سماجی کارکنان نے بھی بڑی تعداد میں شرکت کی۔ [945, 128, 1126, 299]
date-box [8, 9, 144, 68]
photo-pappu-yadav [1226, 858, 1498, 994]
logo-english-title: NADA-E-WAQT [1350, 48, 1481, 66]
body-lower-overflow: جہان آباد (نمائندہ) ایک نجی ہاسٹل میں پانچ سالہ بچے کا گلا ریت کر بہیمانہ قتل کر دیا گیا جس کے بعد علاقے میں شدید کشیدگی پھیل گئی۔ مشتعل لوگوں نے ہاسٹل کے باہر جم کر ہنگامہ کیا اور سڑک جام کر دی۔ پولیس نے موقع پر پہنچ کر صورتحال پر قابو پایا اور لاش کو پوسٹ مارٹم کے لیے بھیجا۔ اہل خانہ کا الزام ہے کہ ہاسٹل انتظامیہ کی لاپرواہی کی وجہ سے یہ واقعہ پیش آیا۔ پولیس نے ہاسٹل کے تین ملازمین کو حراست میں لے کر پوچھ گچھ شروع کر دی ہے۔ ضلع انتظامیہ نے معاملے کی اعلیٰ سطحی تفتیش کا حکم دیا ہے اور ہاسٹل کی منظوری کے کاغذات کی بھی جانچ کی جا رہی ہے۔ مظاہرین نے قصورواروں کو جلد گرفتار کرنے اور متاثرہ خاندان کو دس لاکھ روپے معاوضہ دینے کا مطالبہ کیا ہے۔ [16, 834, 282, 909]
body-lower2-a: مالی پور (نمائندہ) ایک پولیس چوکی کے انچارج نے اپنی سروس ریوالور سے خود کو گولی مار کر خودکشی کر لی۔ واقعہ پیر کی دیر رات پیش آیا جب وہ اپنے سرکاری کوارٹر میں تنہا موجود تھے۔ گولی کی آواز سن کر ساتھی اہلکار موقع پر پہنچے اور انہیں فوری طور پر اسپتال لے جایا گیا جہاں ڈاکٹروں نے انہیں مردہ قرار دے دیا۔ ابتدائی تفتیش میں پتہ چلا ہے کہ وہ کافی دنوں سے ذہنی دباؤ میں تھے۔ پولیس نے موقع سے کوئی تحریری نوٹ برآمد نہیں کیا ہے۔ افسران نے بتایا کہ مہلوک 2019 میں محکمہ میں شامل ہوئے تھے اور ان کی کارکردگی اچھی رہی تھی۔ ان کی لاش پوسٹ مارٹم کے لیے بھیج دی گئی ہے اور معاملے کی مجسٹریٹی تفتیش کا حکم دیا گیا ہے۔ اہل خانہ کو اطلاع دے دی گئی ہے۔ [376, 1085, 545, 1198]
body-youth-extra: پورنیہ (نمائندہ) رکن پارلیمنٹ پپو یادو نے حال ہی میں ہوئے ایک دردناک واقعہ کے متاثرہ خاندان سے ملاقات کی اور انہیں ہر ممکن مدد کا یقین دلایا۔ انہوں نے کہا کہ حکومت اور انتظامیہ کو چاہیے کہ متاثرین کو فوری معاوضہ دے اور قصورواروں کے خلاف سخت کارروائی کرے۔ انہوں نے ضلع انتظامیہ سے مطالبہ کیا کہ متاثرہ کنبے کے ایک فرد کو سرکاری ملازمت دی جائے تاکہ ان کا گزر بسر ہو سکے۔ رکن پارلیمنٹ نے کہا کہ وہ اس معاملے کو پارلیمنٹ میں بھی اٹھائیں گے اور جب تک انصاف نہیں ملتا وہ خاموش نہیں بیٹھیں گے۔ انہوں نے متاثرہ خاندان کو ذاتی طور پر بھی مالی امداد فراہم کی اور ان کے بچوں کی تعلیم کا خرچ اٹھانے کا اعلان کیا۔ اس موقع پر مقامی لوگوں نے بھی اپنی پریشانیاں ان کے سامنے رکھیں جن میں سڑک، بجلی اور پانی سے متعلق مسائل شامل تھے۔ [293, 980, 589, 1046]
headline-dm-sp-gas: ڈی ایم، ایس پی کی ریوتی گیس سپلائی، پی این جی کنکشن کی پیش رفت کا لیا جائزہ [605, 833, 915, 865]
story-hostel-murder [1138, 1084, 1504, 1325]
body-road-accident-a: جہان آباد (06 اپریل) ضلع کے مختلف تھانہ علاقوں میں گزشتہ 24 گھنٹوں کے دوران پیش آئے سڑک حادثوں میں دو افراد کی موت ہو گئی جبکہ ایک شخص شدید طور پر زخمی ہو گیا۔ پولیس نے بتایا کہ پہلا حادثہ کاکو تھانہ علاقے میں پیش آیا جہاں تیز رفتار ٹرک نے موٹر سائیکل سوار کو ٹکر مار دی۔ حادثے میں موٹر سائیکل سوار موقع پر ہی ہلاک ہو گیا۔ مہلوک کی شناخت مقامی گاؤں کے رہنے والے 22 سالہ نوجوان کے طور پر ہوئی ہے۔ اطلاع ملتے ہی پولیس موقع پر پہنچی اور لاش کو قبضے میں لے کر پوسٹ مارٹم کے لیے بھیج دیا۔ دوسرا حادثہ ضلع کے ہلسہ تھانہ علاقے میں رات گئے پیش آیا جس میں ایک آٹو رکشہ اور ٹریکٹر کے درمیان زبردست ٹکر ہو گئی۔ اس حادثے میں آٹو میں سوار ایک مسافر کی موقع پر ہی موت ہو گئی جبکہ دوسرا مسافر شدید زخمی ہو گیا جسے فوری طور پر سدر اسپتال میں داخل کرایا گیا۔ ڈاکٹروں نے زخمی کی حالت تشویشناک بتاتے ہوئے اسے بہتر علاج کے لیے پٹنہ ریفر کر دیا۔ مقامی لوگوں نے بتایا کہ اس سڑک پر گزشتہ کچھ مہینوں سے حادثات میں مسلسل اضافہ ہو رہا ہے اور انتظامیہ کی طرف سے کوئی ٹھوس قدم نہیں اٹھایا جا رہا۔ انہوں نے مطالبہ کیا کہ سڑک پر اسپیڈ بریکر لگائے جائیں اور خطرناک موڑوں پر اشارے نصب کیے جائیں تاکہ آئندہ ایسے حادثات سے بچا جا سکے۔ پولیس نے دونوں معاملات میں نامعلوم گاڑی چالکوں کے خلاف مقدمہ درج کر کے تفتیش شروع کر دی ہے۔ [411, 134, 577, 343]
photo-rally-5 [1207, 1331, 1504, 1526]
